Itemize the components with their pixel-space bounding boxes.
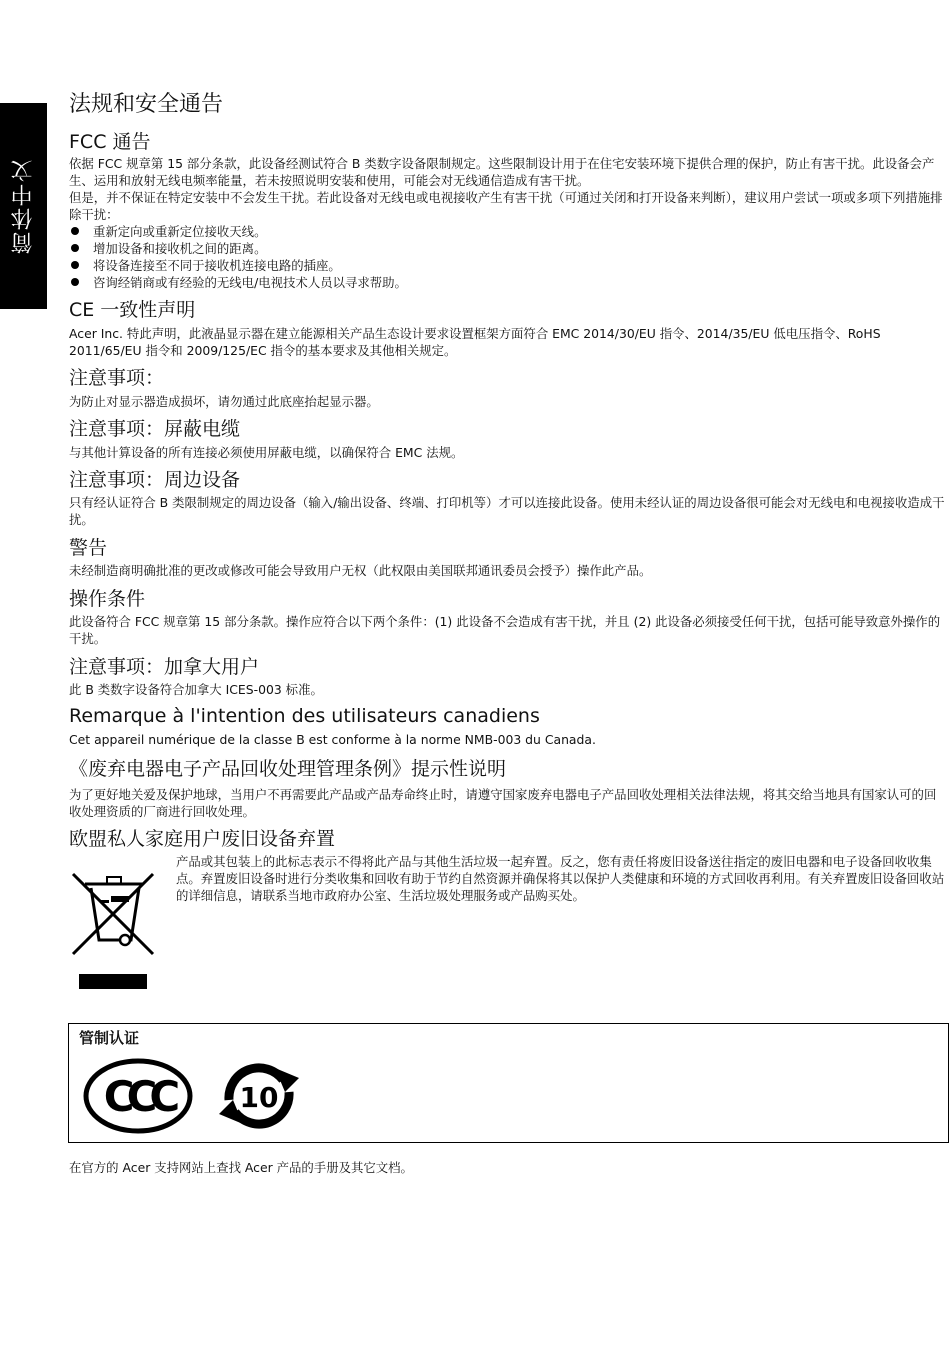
list-item: 咨询经销商或有经验的无线电/电视技术人员以寻求帮助。 — [69, 274, 407, 291]
list-item: 增加设备和接收机之间的距离。 — [69, 240, 407, 257]
warning-paragraph: 未经制造商明确批准的更改或修改可能会导致用户无权（此权限由美国联邦通讯委员会授予）操作此产品。 — [69, 563, 652, 578]
recycling-heading: 《废弃电器电子产品回收处理管理条例》提示性说明 — [69, 758, 507, 780]
crossed-bin-icon — [69, 868, 157, 992]
list-item: 重新定向或重新定位接收天线。 — [69, 223, 407, 240]
shielded-cable-heading: 注意事项：屏蔽电缆 — [69, 418, 241, 440]
ce-heading: CE 一致性声明 — [69, 299, 196, 321]
bullet-icon — [71, 278, 79, 286]
fcc-paragraph-1: 依据 FCC 规章第 15 部分条款，此设备经测试符合 B 类数字设备限制规定。这些限制设计用于在住宅安装环境下提供合理的保护，防止有害干扰。此设备会产生、运用和放射无线电频率能量，若未按照说明安装和使用，可能会对无线通信造成有害干扰。 — [69, 156, 935, 188]
certification-title: 管制认证 — [79, 1029, 140, 1047]
notice-paragraph: 为防止对显示器造成损坏，请勿通过此底座抬起显示器。 — [69, 394, 379, 409]
language-side-tab — [0, 103, 47, 309]
certification-box — [68, 1023, 949, 1143]
list-item: 将设备连接至不同于接收机连接电路的插座。 — [69, 257, 407, 274]
bullet-icon — [71, 227, 79, 235]
bullet-icon — [71, 244, 79, 252]
warning-heading: 警告 — [69, 537, 108, 559]
canada-users-heading: 注意事项：加拿大用户 — [69, 656, 260, 678]
ce-paragraph: Acer Inc. 特此声明，此液晶显示器在建立能源相关产品生态设计要求设置框架方面符合 EMC 2014/30/EU 指令、2014/35/EU 低电压指令、RoHS 2011/65/EU 指令和 2009/125/EC 指令的基本要求及其他相关规定。 — [69, 326, 881, 358]
ccc-mark-text: CCC — [103, 1072, 173, 1121]
fcc-paragraph-2: 但是，并不保证在特定安装中不会发生干扰。若此设备对无线电或电视接收产生有害干扰（可通过关闭和打开设备来判断），建议用户尝试一项或多项下列措施排除干扰： — [69, 190, 943, 222]
canada-french-paragraph: Cet appareil numérique de la classe B est conforme à la norme NMB-003 du Canada. — [69, 732, 596, 747]
shielded-cable-paragraph: 与其他计算设备的所有连接必须使用屏蔽电缆，以确保符合 EMC 法规。 — [69, 445, 464, 460]
language-tab-label: 简体中文 — [11, 158, 36, 254]
fcc-heading: FCC 通告 — [69, 131, 151, 153]
environmental-use-period-icon — [209, 1056, 309, 1136]
canada-users-paragraph: 此 B 类数字设备符合加拿大 ICES-003 标准。 — [69, 682, 323, 697]
peripherals-heading: 注意事项：周边设备 — [69, 469, 241, 491]
operating-conditions-heading: 操作条件 — [69, 588, 146, 610]
fcc-measures-list — [69, 223, 407, 291]
weee-paragraph: 产品或其包装上的此标志表示不得将此产品与其他生活垃圾一起弃置。反之，您有责任将废旧设备送往指定的废旧电器和电子设备回收收集点。弃置废旧设备时进行分类收集和回收有助于节约自然资源并确保将其以保护人类健康和环境的方式回收再利用。有关弃置废旧设备回收站的详细信息，请联系当地市政府办公室、生活垃圾处理服务或产品购买处。 — [176, 854, 945, 903]
recycling-paragraph: 为了更好地关爱及保护地球，当用户不再需要此产品或产品寿命终止时，请遵守国家废弃电器电子产品回收处理相关法律法规，将其交给当地具有国家认可的回收处理资质的厂商进行回收处理。 — [69, 787, 937, 819]
operating-conditions-paragraph: 此设备符合 FCC 规章第 15 部分条款。操作应符合以下两个条件：(1) 此设备不会造成有害干扰，并且 (2) 此设备必须接受任何干扰，包括可能导致意外操作的干扰。 — [69, 614, 941, 646]
ccc-mark-icon — [83, 1058, 193, 1134]
peripherals-paragraph: 只有经认证符合 B 类限制规定的周边设备（输入/输出设备、终端、打印机等）才可以连接此设备。使用未经认证的周边设备很可能会对无线电和电视接收造成干扰。 — [69, 495, 945, 527]
weee-heading: 欧盟私人家庭用户废旧设备弃置 — [69, 828, 336, 850]
canada-french-heading: Remarque à l'intention des utilisateurs canadiens — [69, 705, 540, 727]
page-title: 法规和安全通告 — [69, 92, 224, 117]
notice-heading: 注意事项： — [69, 367, 165, 389]
bullet-icon — [71, 261, 79, 269]
environmental-use-period-years: 10 — [239, 1081, 279, 1114]
footer-note: 在官方的 Acer 支持网站上查找 Acer 产品的手册及其它文档。 — [69, 1160, 413, 1175]
